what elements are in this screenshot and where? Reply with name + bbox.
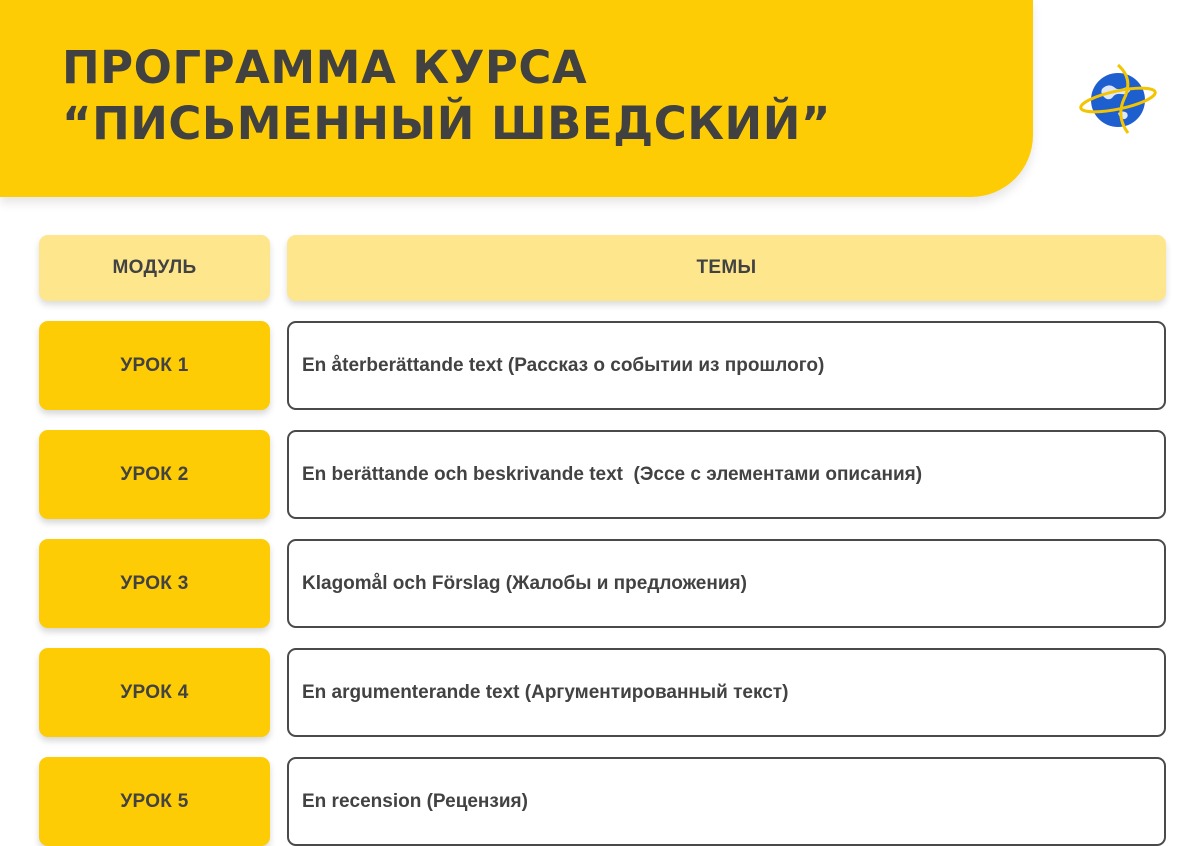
globe-icon (1078, 59, 1158, 139)
title-line-1: ПРОГРАММА КУРСА (62, 41, 588, 94)
lesson-5-label: УРОК 5 (39, 757, 270, 846)
lesson-4-topic: En argumenterande text (Аргументированный текст) (287, 648, 1166, 737)
lesson-5-topic: En recension (Рецензия) (287, 757, 1166, 846)
page-title (62, 40, 831, 152)
lesson-1-label: УРОК 1 (39, 321, 270, 410)
lesson-3-label: УРОК 3 (39, 539, 270, 628)
lesson-1-topic: En återberättande text (Рассказ о событии из прошлого) (287, 321, 1166, 410)
lesson-3-topic: Klagomål och Förslag (Жалобы и предложения) (287, 539, 1166, 628)
title-line-2: “ПИСЬМЕННЫЙ ШВЕДСКИЙ” (62, 97, 831, 150)
lesson-2-label: УРОК 2 (39, 430, 270, 519)
header-module: МОДУЛЬ (39, 235, 270, 301)
header-topics: ТЕМЫ (287, 235, 1166, 301)
lesson-4-label: УРОК 4 (39, 648, 270, 737)
lesson-2-topic: En berättande och beskrivande text (Эссе с элементами описания) (287, 430, 1166, 519)
logo (1078, 59, 1158, 139)
